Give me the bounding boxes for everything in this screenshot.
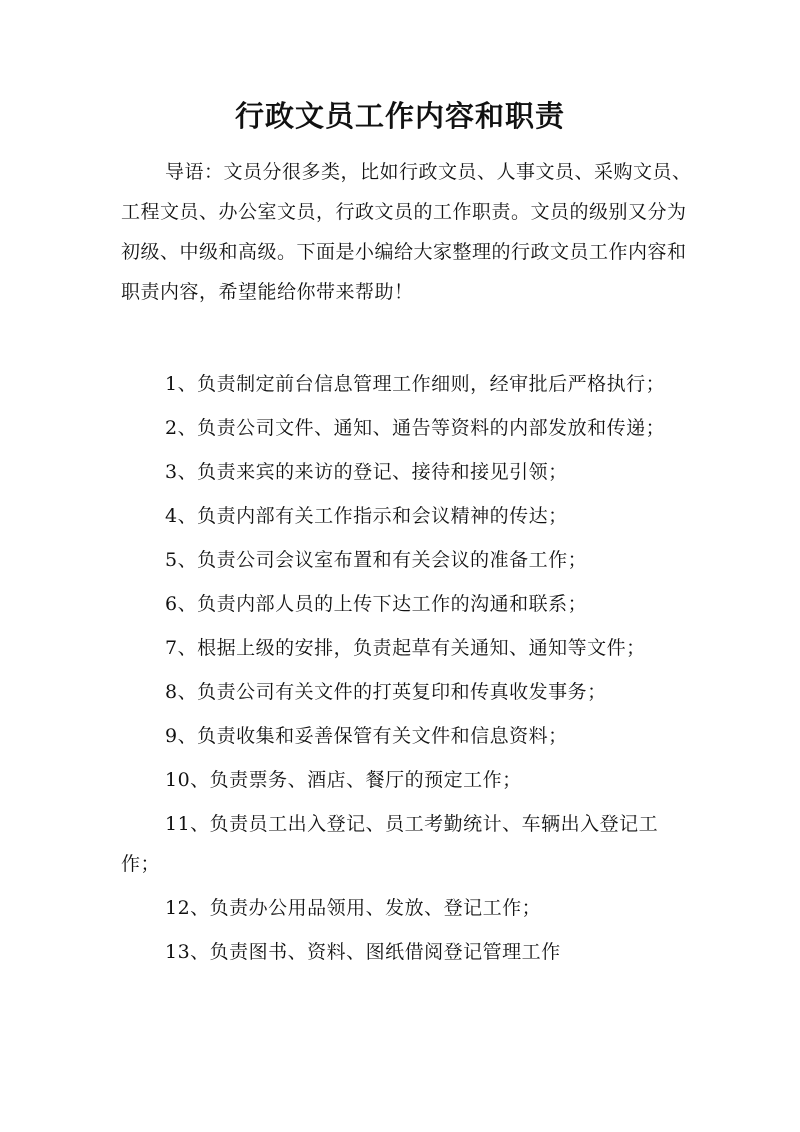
duty-item-2: 2、负责公司文件、通知、通告等资料的内部发放和传递； xyxy=(165,417,666,439)
duty-list xyxy=(121,364,693,976)
duty-item-13: 13、负责图书、资料、图纸借阅登记管理工作 xyxy=(165,941,561,963)
duty-item-1: 1、负责制定前台信息管理工作细则，经审批后严格执行； xyxy=(165,373,666,395)
duty-item-6: 6、负责内部人员的上传下达工作的沟通和联系； xyxy=(165,593,588,615)
document-title: 行政文员工作内容和职责 xyxy=(234,99,565,133)
duty-item-10: 10、负责票务、酒店、餐厅的预定工作； xyxy=(165,769,522,791)
duty-item-8: 8、负责公司有关文件的打英复印和传真收发事务； xyxy=(165,681,607,703)
duty-item-11: 11、负责员工出入登记、员工考勤统计、车辆出入登记工作； xyxy=(121,813,659,875)
duty-item-4: 4、负责内部有关工作指示和会议精神的传达； xyxy=(165,505,568,527)
duty-item-5: 5、负责公司会议室布置和有关会议的准备工作； xyxy=(165,549,588,571)
duty-item-12: 12、负责办公用品领用、发放、登记工作； xyxy=(165,897,542,919)
duty-item-3: 3、负责来宾的来访的登记、接待和接见引领； xyxy=(165,461,568,483)
intro-paragraph: 导语：文员分很多类，比如行政文员、人事文员、采购文员、工程文员、办公室文员，行政文员的工作职责。文员的级别又分为初级、中级和高级。下面是小编给大家整理的行政文员工作内容和职责内容，希望能给你带来帮助！ xyxy=(121,161,692,303)
duty-item-9: 9、负责收集和妥善保管有关文件和信息资料； xyxy=(165,725,568,747)
duty-item-7: 7、根据上级的安排，负责起草有关通知、通知等文件； xyxy=(165,637,646,659)
